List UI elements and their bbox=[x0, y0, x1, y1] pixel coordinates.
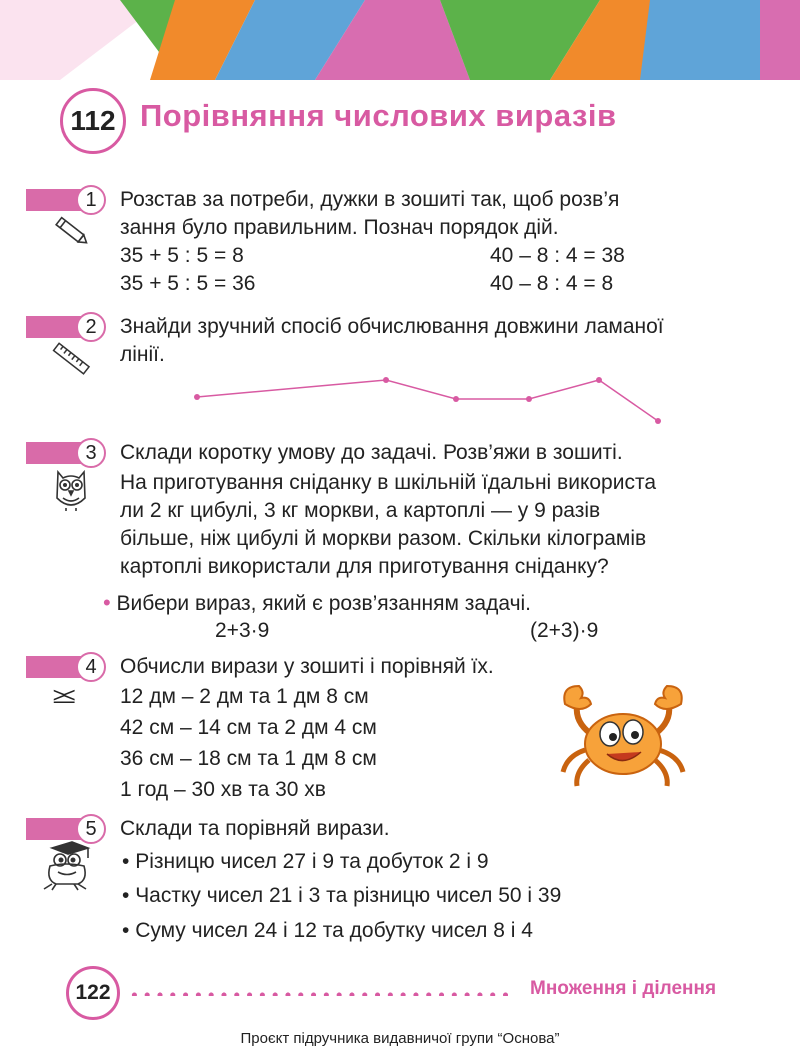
task-3-choose-text: Вибери вираз, який є розв’язанням задачі. bbox=[116, 592, 532, 615]
crab-illustration bbox=[555, 682, 695, 792]
compare-icon: ≥≤ bbox=[53, 683, 74, 708]
task-1-expression: 40 – 8 : 4 = 8 bbox=[490, 272, 614, 295]
task-5-item-text: Частку чисел 21 і 3 та різницю чисел 50 і 39 bbox=[135, 884, 562, 907]
task-4-item: 1 год – 30 хв та 30 хв bbox=[120, 778, 326, 801]
task-4-item: 42 см – 14 см та 2 дм 4 см bbox=[120, 716, 377, 739]
task-1-expression: 35 + 5 : 5 = 8 bbox=[120, 244, 244, 267]
task-1-expression: 35 + 5 : 5 = 36 bbox=[120, 272, 256, 295]
decorative-banner bbox=[0, 0, 800, 80]
task-2-text-line1: Знайди зручний спосіб обчислювання довжини ламаної bbox=[120, 315, 664, 338]
task-5-number: 5 bbox=[76, 814, 106, 844]
ruler-icon bbox=[50, 340, 92, 378]
task-1-number: 1 bbox=[76, 185, 106, 215]
task-5-text-line1: Склади та порівняй вирази. bbox=[120, 817, 390, 840]
pencil-icon bbox=[52, 214, 92, 250]
task-3-number: 3 bbox=[76, 438, 106, 468]
publisher-note: Проєкт підручника видавничої групи “Основа” bbox=[240, 1030, 560, 1047]
task-5-item-text: Суму чисел 24 і 12 та добутку чисел 8 і 4 bbox=[135, 919, 533, 942]
bullet-icon: • bbox=[103, 590, 111, 615]
frog-icon bbox=[38, 840, 94, 892]
task-3-choose-line bbox=[103, 591, 531, 616]
task-5-item-text: Різницю чисел 27 і 9 та добуток 2 і 9 bbox=[135, 850, 489, 873]
task-1-text-line1: Розстав за потреби, дужки в зошиті так, щоб розв’я bbox=[120, 188, 620, 211]
task-1-text-line2: зання було правильним. Познач порядок дій. bbox=[120, 216, 559, 239]
task-2-text-line2: лінії. bbox=[120, 343, 165, 366]
task-4-item: 36 см – 18 см та 1 дм 8 см bbox=[120, 747, 377, 770]
task-2-number: 2 bbox=[76, 312, 106, 342]
task-5-item: • Частку чисел 21 і 3 та різницю чисел 50 і 39 bbox=[122, 884, 562, 907]
task-5-item: • Різницю чисел 27 і 9 та добуток 2 і 9 bbox=[122, 850, 489, 873]
task-3-option-a: 2+3·9 bbox=[215, 619, 270, 642]
broken-line-figure bbox=[190, 370, 670, 430]
task-3-problem-line: ли 2 кг цибулі, 3 кг моркви, а картоплі — у 9 разів bbox=[120, 499, 601, 522]
chapter-title: Множення і ділення bbox=[530, 978, 717, 999]
task-1-expression: 40 – 8 : 4 = 38 bbox=[490, 244, 625, 267]
page-number: 122 bbox=[66, 966, 120, 1020]
lesson-number: 112 bbox=[60, 88, 126, 154]
task-3-problem-line: На приготування сніданку в шкільній їдальні використа bbox=[120, 471, 657, 494]
task-4-number: 4 bbox=[76, 652, 106, 682]
task-3-problem-line: картоплі використали для приготування сніданку? bbox=[120, 555, 609, 578]
task-4-text-line1: Обчисли вирази у зошиті і порівняй їх. bbox=[120, 655, 494, 678]
lesson-title: Порівняння числових виразів bbox=[140, 98, 617, 133]
task-4-item: 12 дм – 2 дм та 1 дм 8 см bbox=[120, 685, 369, 708]
task-3-text-line1: Склади коротку умову до задачі. Розв’яжи в зошиті. bbox=[120, 441, 623, 464]
task-3-problem-line: більше, ніж цибулі й моркви разом. Скільки кілограмів bbox=[120, 527, 647, 550]
owl-icon bbox=[52, 468, 90, 512]
footer-dotted-line bbox=[128, 992, 512, 996]
task-5-item: • Суму чисел 24 і 12 та добутку чисел 8 і 4 bbox=[122, 919, 533, 942]
task-3-option-b: (2+3)·9 bbox=[530, 619, 599, 642]
